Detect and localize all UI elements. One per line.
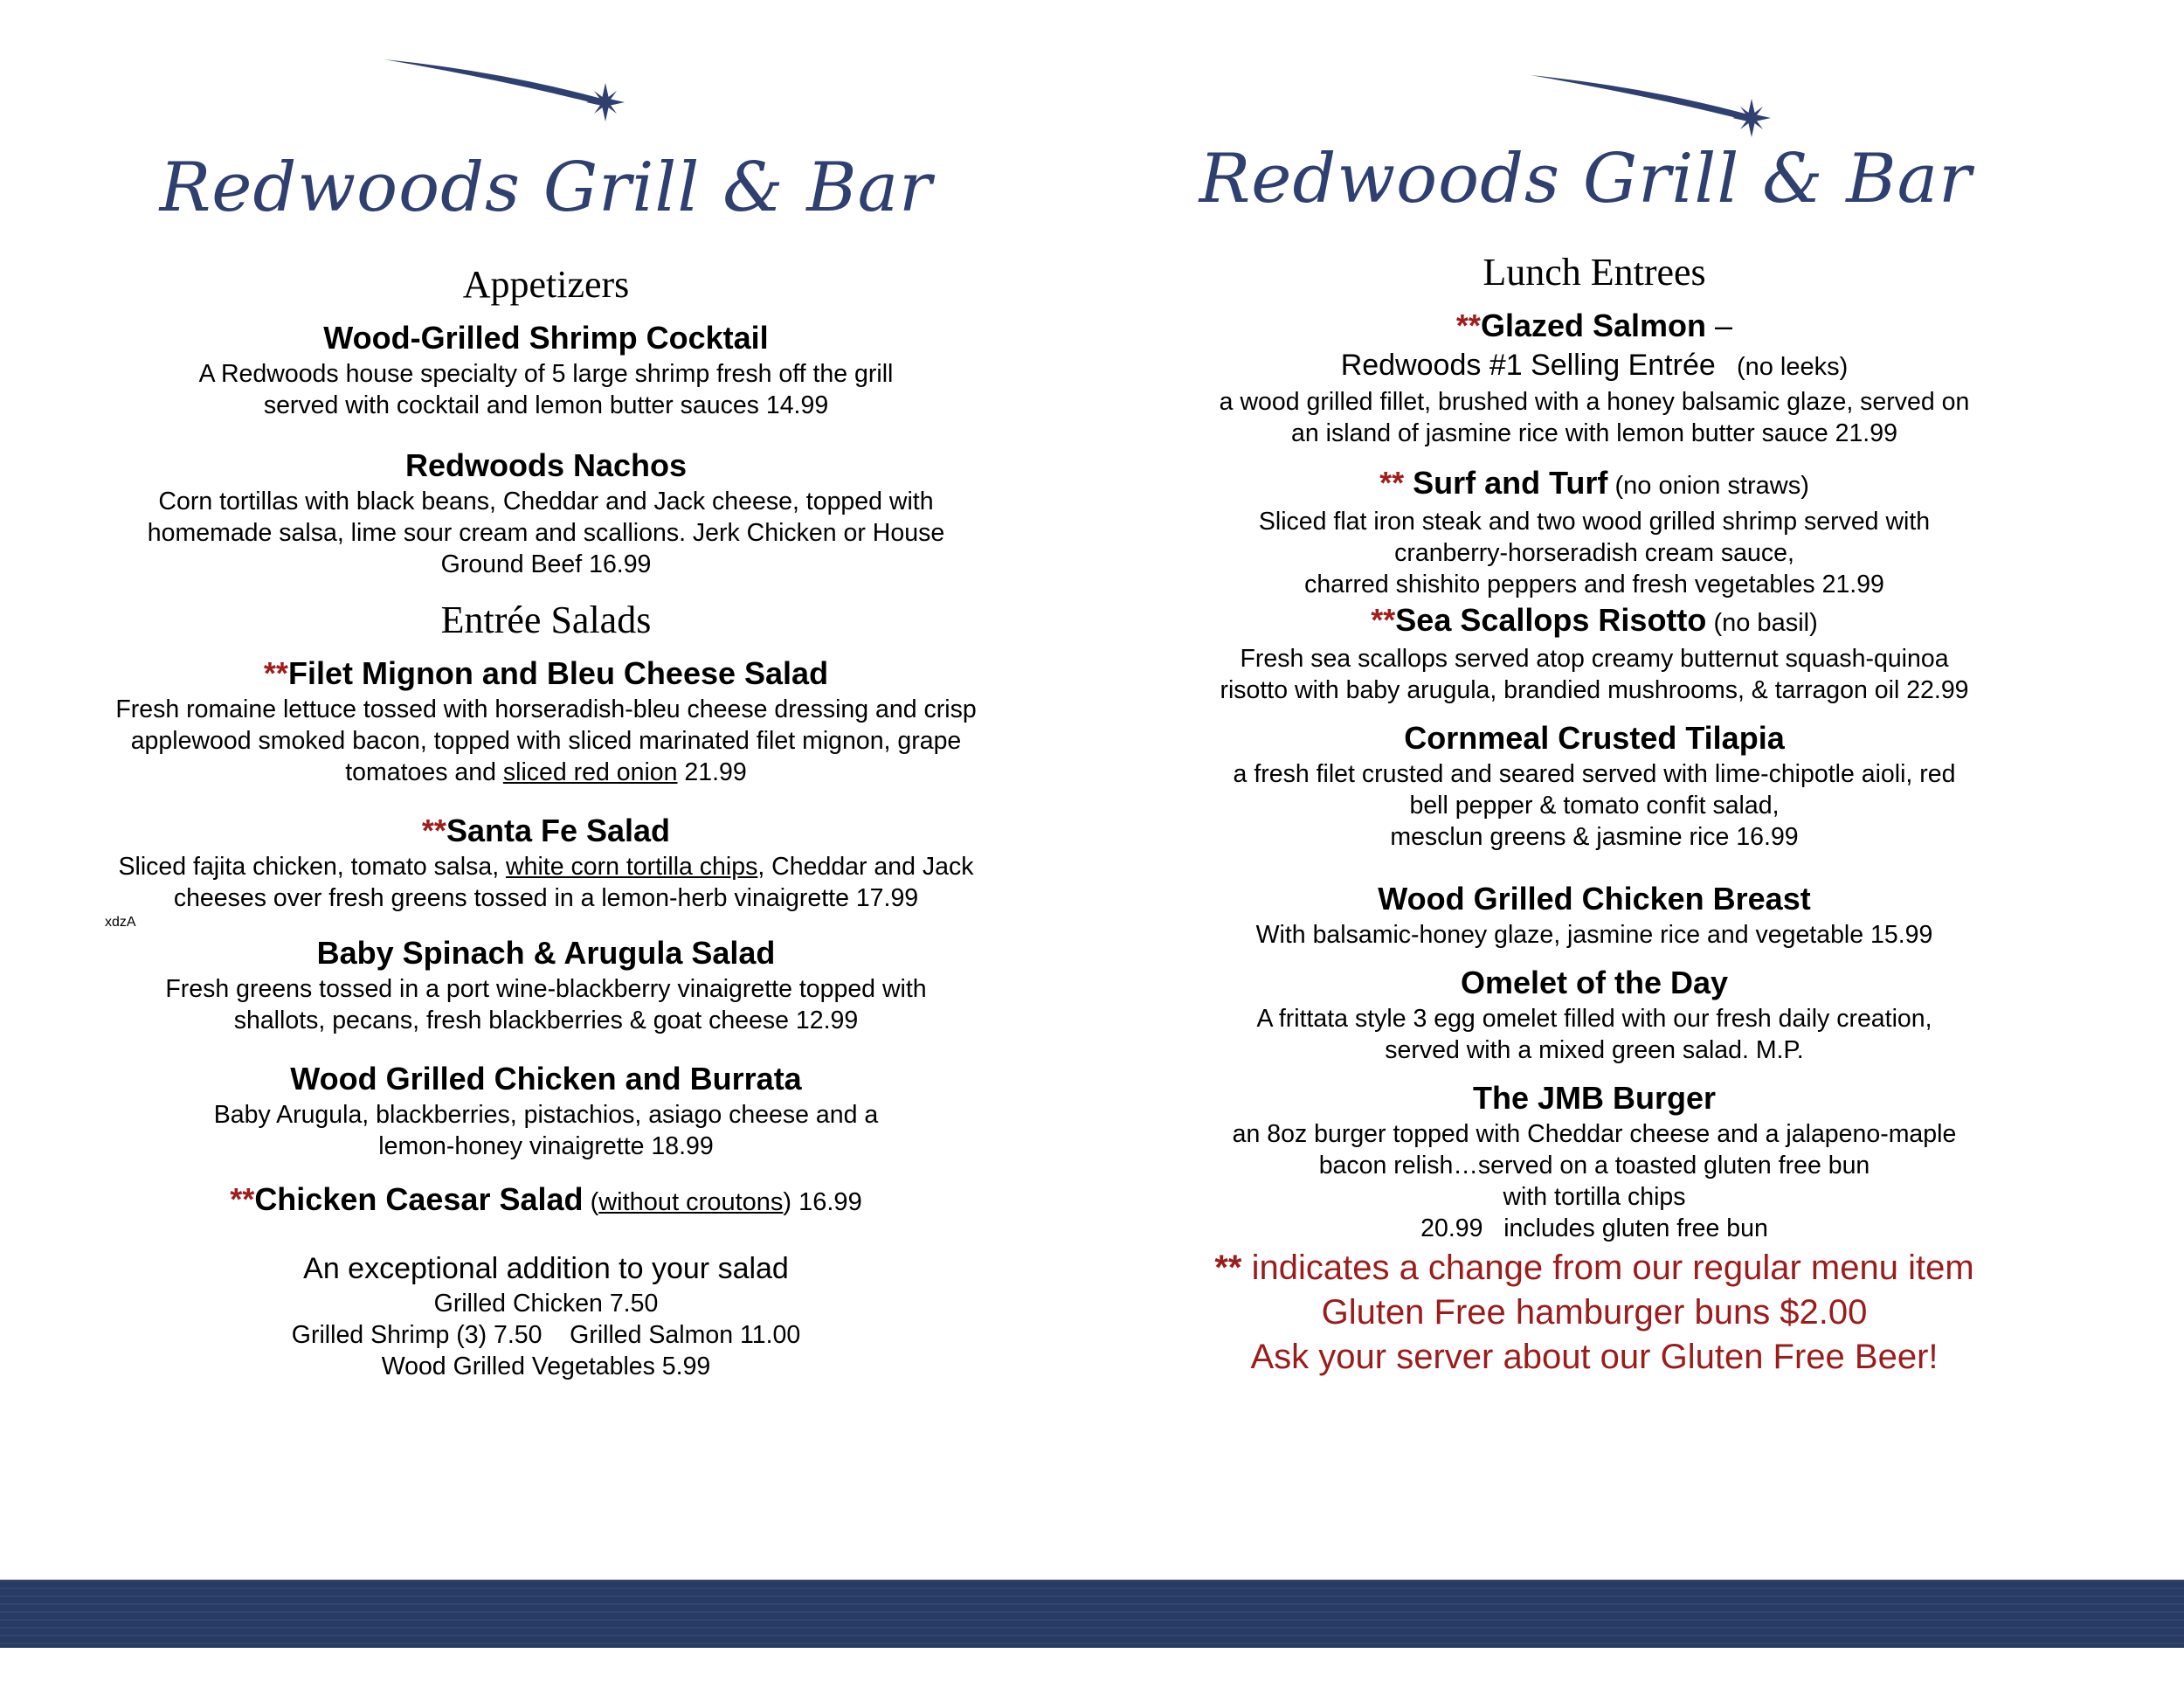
menu-item: [1048, 963, 2140, 1066]
item-description: charred shishito peppers and fresh vegetables 21.99: [1304, 571, 1884, 598]
item-description: applewood smoked bacon, topped with sliced marinated filet mignon, grape: [130, 727, 962, 755]
menu-item: [1048, 600, 2140, 706]
item-description: tomatoes and sliced red onion 21.99: [345, 758, 747, 786]
item-name: The JMB Burger: [1472, 1080, 1717, 1116]
menu-item: [0, 318, 1092, 421]
item-description: a fresh filet crusted and seared served with lime-chipotle aioli, red: [1233, 760, 1956, 788]
shooting-star-icon: [383, 52, 636, 131]
change-marker: **: [1455, 308, 1481, 343]
item-name: Wood-Grilled Shrimp Cocktail: [323, 320, 769, 356]
item-description: Fresh romaine lettuce tossed with horseradish-bleu cheese dressing and crisp: [115, 695, 977, 723]
salads-section: [0, 596, 1092, 1222]
item-description: bacon relish…served on a toasted gluten free bun: [1318, 1152, 1870, 1180]
item-description: With balsamic-honey glaze, jasmine rice and vegetable 15.99: [1255, 921, 1933, 949]
footer-wood-band: [0, 1580, 2184, 1648]
section-title-appetizers: Appetizers: [462, 263, 630, 306]
change-marker: **: [1379, 465, 1413, 501]
shooting-star-icon: [1529, 68, 1782, 147]
item-description: lemon-honey vinaigrette 18.99: [378, 1132, 714, 1160]
item-description: Sliced fajita chicken, tomato salsa, white corn tortilla chips, Cheddar and Jack: [118, 853, 974, 881]
item-description: shallots, pecans, fresh blackberries & goat cheese 12.99: [233, 1007, 859, 1034]
menu-item: [1048, 306, 2140, 449]
item-subtitle: Redwoods #1 Selling Entrée (no leeks): [1340, 349, 1849, 382]
notice-gluten-free-buns: Gluten Free hamburger buns $2.00: [1321, 1293, 1868, 1332]
change-marker: **: [421, 813, 446, 848]
right-menu-page: [1092, 0, 2184, 1573]
item-note: (without croutons) 16.99: [583, 1188, 862, 1216]
item-description: bell pepper & tomato confit salad,: [1409, 792, 1780, 820]
item-name: **Chicken Caesar Salad (without croutons) 16.99: [230, 1181, 862, 1217]
menu-item: [0, 1180, 1092, 1222]
menu-item: [0, 811, 1092, 914]
item-description: cheeses over fresh greens tossed in a lemon-herb vinaigrette 17.99: [173, 884, 919, 912]
lunch-entrees-section: [1048, 248, 2140, 1380]
item-description: served with cocktail and lemon butter sauces 14.99: [263, 391, 829, 419]
menu-notices: [1048, 1246, 2140, 1380]
addition-line: Wood Grilled Vegetables 5.99: [381, 1352, 711, 1380]
item-name: Omelet of the Day: [1460, 965, 1729, 1000]
menu-item: [0, 446, 1092, 580]
menu-item: [1048, 718, 2140, 853]
item-name: Wood Grilled Chicken and Burrata: [290, 1061, 802, 1097]
notice-change-marker: ** indicates a change from our regular menu item: [1214, 1249, 1974, 1287]
item-name: Redwoods Nachos: [404, 447, 688, 483]
item-description: an 8oz burger topped with Cheddar cheese and a jalapeno-maple: [1232, 1120, 1957, 1148]
item-name: **Filet Mignon and Bleu Cheese Salad: [263, 655, 829, 691]
item-name: Cornmeal Crusted Tilapia: [1404, 720, 1785, 756]
menu-item: [1048, 1078, 2140, 1244]
restaurant-logo: Redwoods Grill & Bar: [1199, 140, 1973, 218]
menu-item: [1048, 879, 2140, 951]
item-name: **Glazed Salmon –: [1455, 308, 1733, 343]
item-description: Sliced flat iron steak and two wood grilled shrimp served with: [1258, 508, 1931, 536]
item-name: ** Surf and Turf (no onion straws): [1379, 465, 1809, 501]
item-description: Baby Arugula, blackberries, pistachios, asiago cheese and a: [213, 1101, 879, 1129]
menu-item: [0, 933, 1092, 1036]
item-name: **Santa Fe Salad: [421, 813, 671, 848]
menu-item: [0, 1059, 1092, 1162]
change-marker: **: [230, 1181, 255, 1217]
item-description: Fresh greens tossed in a port wine-blackberry vinaigrette topped with: [165, 975, 927, 1003]
item-name: Wood Grilled Chicken Breast: [1378, 881, 1811, 917]
item-description: a wood grilled fillet, brushed with a honey balsamic glaze, served on: [1219, 388, 1970, 416]
left-menu-page: [0, 0, 1092, 1573]
salad-additions: [0, 1249, 1092, 1382]
item-description: an island of jasmine rice with lemon butter sauce 21.99: [1291, 419, 1897, 447]
item-description: risotto with baby arugula, brandied mushrooms, & tarragon oil 22.99: [1220, 676, 1969, 704]
item-description: Fresh sea scallops served atop creamy butternut squash-quinoa: [1240, 645, 1949, 673]
section-title-salads: Entrée Salads: [440, 598, 652, 641]
change-marker: **: [263, 655, 288, 691]
menu-item: [1048, 463, 2140, 600]
menu-item: [0, 654, 1092, 788]
addition-line: Grilled Shrimp (3) 7.50 Grilled Salmon 11.00: [291, 1321, 801, 1349]
item-description: mesclun greens & jasmine rice 16.99: [1390, 823, 1799, 851]
item-description: 20.99 includes gluten free bun: [1420, 1214, 1768, 1242]
item-name: **Sea Scallops Risotto (no basil): [1371, 602, 1818, 638]
item-description: Ground Beef 16.99: [440, 550, 652, 578]
item-description: served with a mixed green salad. M.P.: [1385, 1036, 1804, 1064]
restaurant-logo: Redwoods Grill & Bar: [159, 149, 933, 227]
additions-title: An exceptional addition to your salad: [303, 1252, 789, 1285]
section-title-lunch: Lunch Entrees: [1482, 251, 1706, 294]
appetizers-section: [0, 260, 1092, 580]
change-marker: **: [1371, 602, 1396, 638]
item-description: with tortilla chips: [1503, 1183, 1686, 1211]
item-description: A frittata style 3 egg omelet filled with our fresh daily creation,: [1256, 1005, 1932, 1033]
addition-line: Grilled Chicken 7.50: [433, 1290, 659, 1318]
notice-gluten-free-beer: Ask your server about our Gluten Free Beer!: [1250, 1338, 1939, 1376]
item-description: Corn tortillas with black beans, Cheddar and Jack cheese, topped with: [158, 488, 934, 515]
item-description: cranberry-horseradish cream sauce,: [1394, 539, 1794, 567]
item-name: Baby Spinach & Arugula Salad: [316, 935, 776, 971]
item-description: homemade salsa, lime sour cream and scallions. Jerk Chicken or House: [147, 519, 945, 547]
stray-text: xdzA: [105, 915, 136, 930]
item-description: A Redwoods house specialty of 5 large shrimp fresh off the grill: [198, 360, 894, 388]
